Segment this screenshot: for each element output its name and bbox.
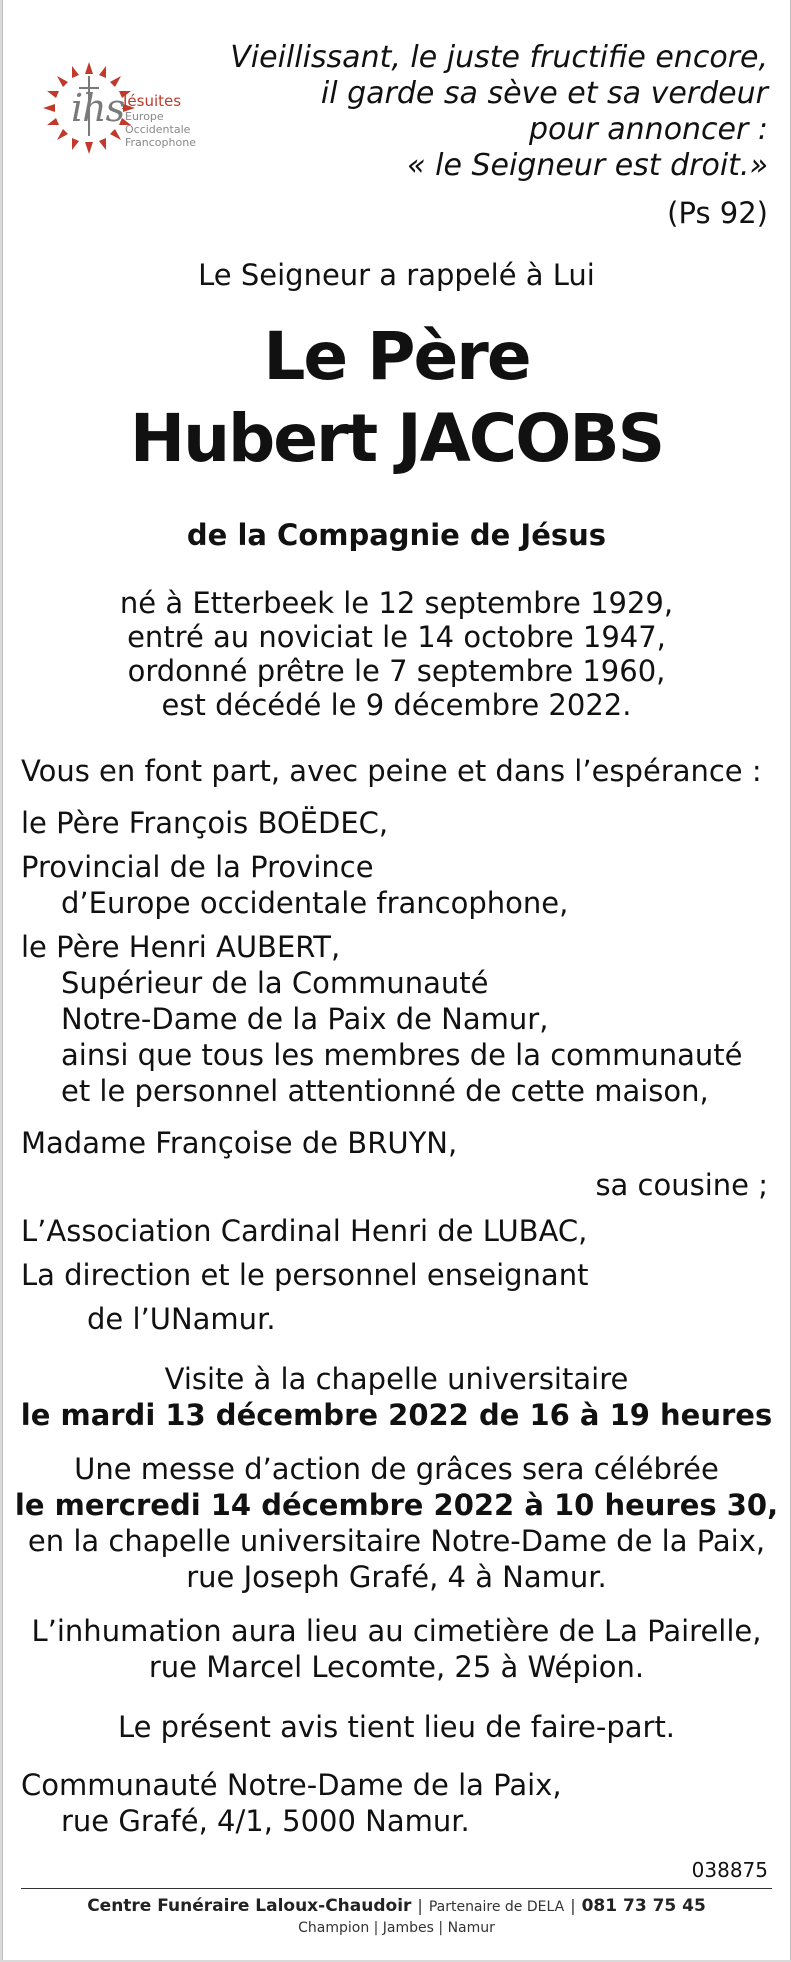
separator: | (570, 1896, 576, 1915)
family-line: le Père Henri AUBERT, (21, 930, 341, 964)
date-line: est décédé le 9 décembre 2022. (161, 688, 632, 722)
family-line: de l’UNamur. (87, 1302, 276, 1336)
burial-address: rue Marcel Lecomte, 25 à Wépion. (148, 1650, 645, 1684)
logo-sub-line: Francophone (125, 136, 196, 149)
intro-line: Le Seigneur a rappelé à Lui (198, 258, 595, 292)
life-dates (3, 586, 790, 722)
deceased-name: Hubert JACOBS (129, 400, 664, 477)
date-line: né à Etterbeek le 12 septembre 1929, (119, 586, 674, 620)
epigraph-line: Vieillissant, le juste fructifie encore, (230, 40, 768, 75)
date-line: ordonné prêtre le 7 septembre 1960, (127, 654, 666, 688)
logo-subtitle (125, 110, 196, 149)
funeral-home-footer (3, 1896, 790, 1916)
family-line: Provincial de la Province (21, 850, 374, 884)
epigraph-line: pour annoncer : (529, 112, 768, 147)
logo-name: Jésuites (123, 92, 182, 110)
jesuits-logo (37, 56, 197, 176)
mass-date: le mercredi 14 décembre 2022 à 10 heures 30, (14, 1488, 779, 1522)
family-line: L’Association Cardinal Henri de LUBAC, (21, 1214, 588, 1248)
family-line: d’Europe occidentale francophone, (61, 886, 569, 920)
obituary-notice (2, 0, 791, 1960)
partner-label: Partenaire de DELA (428, 1899, 565, 1915)
logo-monogram: ihs (71, 86, 125, 130)
family-line: La direction et le personnel enseignant (21, 1258, 589, 1292)
family-line: sa cousine ; (595, 1168, 768, 1202)
mass-location: en la chapelle universitaire Notre-Dame de la Paix, (27, 1524, 766, 1558)
date-line: entré au noviciat le 14 octobre 1947, (127, 620, 666, 654)
visit-date: le mardi 13 décembre 2022 de 16 à 19 heures (20, 1398, 773, 1432)
religious-order: de la Compagnie de Jésus (186, 518, 607, 552)
family-line: Notre-Dame de la Paix de Namur, (61, 1002, 549, 1036)
family-line: Supérieur de la Communauté (61, 966, 489, 1000)
separator: | (417, 1896, 423, 1915)
family-line: Madame Françoise de BRUYN, (21, 1126, 458, 1160)
mass-info: Une messe d’action de grâces sera célébrée (74, 1452, 719, 1486)
mass-address: rue Joseph Grafé, 4 à Namur. (186, 1560, 607, 1594)
funeral-home-name: Centre Funéraire Laloux-Chaudoir (87, 1896, 412, 1916)
family-line: le Père François BOËDEC, (21, 806, 389, 840)
deceased-title: Le Père (263, 318, 530, 395)
visit-info: Visite à la chapelle universitaire (164, 1362, 629, 1396)
reference-number: 038875 (691, 1858, 768, 1882)
notice-line: Le présent avis tient lieu de faire-part. (117, 1710, 676, 1744)
burial-info: L’inhumation aura lieu au cimetière de La Pairelle, (31, 1614, 762, 1648)
family-line: et le personnel attentionné de cette maison, (61, 1074, 709, 1108)
epigraph (230, 40, 768, 184)
contact-street: rue Grafé, 4/1, 5000 Namur. (61, 1804, 470, 1838)
logo-sub-line: Occidentale (125, 123, 191, 136)
logo-sub-line: Europe (125, 110, 164, 123)
phone-number: 081 73 75 45 (581, 1896, 706, 1916)
epigraph-line: « le Seigneur est droit.» (407, 148, 768, 183)
funeral-home-locations: Champion | Jambes | Namur (298, 1920, 495, 1936)
announcement: Vous en font part, avec peine et dans l’espérance : (21, 754, 762, 788)
epigraph-reference: (Ps 92) (667, 196, 768, 230)
epigraph-line: il garde sa sève et sa verdeur (320, 76, 768, 111)
family-line: ainsi que tous les membres de la communauté (61, 1038, 743, 1072)
contact-address: Communauté Notre-Dame de la Paix, (21, 1768, 562, 1802)
footer-divider (21, 1888, 772, 1889)
